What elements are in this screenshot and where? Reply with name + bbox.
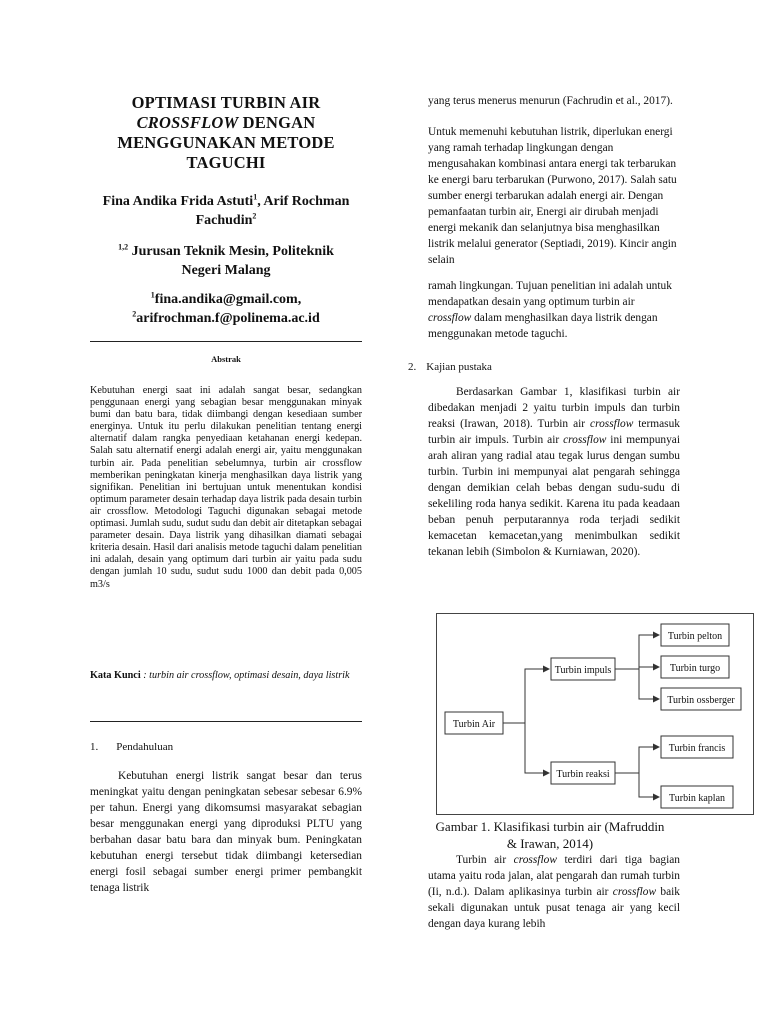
af-part-a: Turbin air	[456, 854, 514, 866]
title-line-4: TAGUCHI	[186, 153, 266, 172]
affiliation-line-2: Negeri Malang	[181, 263, 271, 278]
section-2-number: 2.	[408, 361, 417, 373]
section-1-title: Pendahuluan	[116, 741, 174, 753]
connector-air-impuls	[503, 669, 549, 723]
caption-line-1: Gambar 1. Klasifikasi turbin air (Mafruddin	[435, 819, 665, 834]
node-turbin-impuls-label: Turbin impuls	[554, 665, 612, 676]
af-crossflow-1: crossflow	[513, 854, 557, 866]
email-2-sup: 2	[132, 309, 137, 319]
connector-reaksi-francis	[615, 747, 659, 773]
abstract-top-rule	[90, 341, 362, 342]
section-1-number: 1.	[90, 741, 99, 753]
node-turbin-kaplan-label: Turbin kaplan	[668, 793, 726, 804]
title-line-1: OPTIMASI TURBIN AIR	[131, 93, 321, 112]
node-turbin-pelton-label: Turbin pelton	[667, 631, 723, 642]
author-line-2	[90, 211, 362, 230]
email-1-line	[90, 290, 362, 309]
keywords	[90, 668, 362, 683]
s2-part-c: ini mempunyai arah aliran yang radial atau tegak lurus dengan sumbu turbin. Turbin ini mempunyai alat pengarah sehingga dengan demikian celah bebas dengan sudu-sudu di sekeliling roda hanya sedikit. Karena itu pada keadaan beban penuh perputarannya roda terjadi sedikit kemacetan kemacetan,yang menimbulkan sedikit tekanan lebih (Simbolon & Kurniawan, 2020).	[428, 434, 681, 558]
section-2-title: Kajian pustaka	[426, 361, 492, 373]
s2-part-b: termasuk turbin air impuls. Turbin air	[428, 418, 680, 446]
author-line-1	[90, 192, 362, 211]
author-2-sup: 2	[252, 211, 257, 221]
caption-line-2: & Irawan, 2014)	[506, 836, 594, 851]
p3-crossflow: crossflow	[428, 312, 472, 324]
email-2-line	[90, 309, 362, 328]
right-paragraph-3	[428, 278, 680, 342]
connector-impuls-ossberger	[639, 669, 659, 699]
affiliation-line-1	[90, 242, 362, 261]
classification-diagram-svg	[437, 614, 753, 814]
connector-impuls-turgo	[639, 667, 659, 669]
affiliation-sup: 1,2	[118, 242, 129, 252]
p3-part-a: ramah lingkungan. Tujuan penelitian ini adalah untuk mendapatkan desain yang optimum turbin air	[428, 280, 672, 308]
affiliation-text-1: Jurusan Teknik Mesin, Politeknik	[128, 244, 334, 259]
figure-1-diagram	[436, 613, 754, 815]
af-part-c: baik sekali digunakan untuk pusat tenaga air yang kecil dengan daya kurang lebih	[428, 886, 680, 930]
author-1-name: Fina Andika Frida Astuti	[102, 194, 254, 209]
section-1-heading	[90, 741, 362, 753]
af-crossflow-2: crossflow	[612, 886, 657, 898]
section-2-heading	[408, 361, 680, 373]
keywords-label: Kata Kunci	[90, 670, 141, 681]
title-line-2-rest: DENGAN	[238, 113, 316, 132]
keywords-text: : turbin air crossflow, optimasi desain, daya listrik	[140, 670, 350, 681]
after-figure-paragraph	[428, 852, 680, 932]
s2-part-a: Berdasarkan Gambar 1, klasifikasi turbin air dibedakan menjadi 2 yaitu turbin impuls dan turbin reaksi (Irawan, 2018). Turbin air	[428, 386, 680, 430]
intro-paragraph: Kebutuhan energi listrik sangat besar dan terus meningkat yaitu dengan peningkatan sebesar sebesar 6.9% per tahun. Energi yang dikomsumsi masyarakat sebagian besar menggunakan energi yang diproduksi PLTU yang berbahan dasar batu bara dan minyak bum. Peningkatan kebutuhan energi tersebut tidak diimbangi ketersedian energi fosil sebagai sumber energi primer pembangkit tenaga listrik	[90, 770, 362, 894]
section-2-paragraph	[428, 384, 680, 560]
right-paragraph-2: Untuk memenuhi kebutuhan listrik, diperlukan energi yang ramah terhadap lingkungan dengan mengusahakan kombinasi antara energi tak terbarukan ke energi baru terbarukan (Purwono, 2017). Salah satu sumber energi terbarukan adalah energi air. Dengan pemanfaatan turbin air, Energi air dirubah menjadi energi mekanik dan selanjutnya bisa menghasilkan listrik melalui generator (Septiadi, 2019). Kincir angin selain	[428, 126, 677, 266]
s2-crossflow-1: crossflow	[590, 418, 634, 430]
title-line-2	[90, 113, 362, 133]
title-line-3: MENGGUNAKAN METODE	[117, 133, 335, 152]
s2-crossflow-2: crossflow	[563, 434, 607, 446]
email-1: fina.andika@gmail.com,	[154, 292, 302, 307]
author-list	[90, 192, 362, 230]
author-2-name-cont: Fachudin	[195, 213, 253, 228]
connector-reaksi-kaplan	[639, 773, 659, 797]
node-turbin-turgo-label: Turbin turgo	[669, 663, 721, 674]
p3-part-b: dalam menghasilkan daya listrik dengan menggunakan metode taguchi.	[428, 312, 658, 340]
title-crossflow: CROSSFLOW	[136, 113, 239, 132]
figure-1-caption	[420, 818, 680, 852]
paper-title	[90, 93, 362, 173]
right-top-continuation: yang terus menerus menurun (Fachrudin et al., 2017).	[428, 95, 673, 107]
author-1-sup: 1	[253, 192, 258, 202]
af-part-b: terdiri dari tiga bagian utama yaitu roda jalan, alat pengarah dan rumah turbin (Ii, n.d.). Dalam aplikasinya turbin air	[428, 854, 681, 898]
node-turbin-francis-label: Turbin francis	[668, 743, 726, 754]
abstract-bottom-rule	[90, 721, 362, 722]
abstract-body: Kebutuhan energi saat ini adalah sangat besar, sedangkan penggunaan energi yang sebagian besar menggunakan minyak bumi dan batu bara, tidak diimbangi dengan kesediaan sumber energinya. Untuk itu perlu dilakukan penelitian tentang energi alternatif dalam rangka penyediaan ketahanan energi kedepan. Salah satu alternatif energi adalah energi air, yaitu menggunakan turbin air. Pada penelitian sebelumnya, turbin air crossflow memberikan peningkatan kinerja menghasilkan daya listrik yang signifikan. Penelitian ini bertujuan untuk menentukan kondisi optimum parameter desain terhadap daya listrik pada desain turbin air crossflow. Metodologi Taguchi digunakan sebagai metode optimasi. Jumlah sudu, sudut sudu dan debit air ditetapkan sebagai parameter desain. Daya listrik yang dihasilkan diamati sebagai kriteria desain. Hasil dari analisis metode taguchi dalam penelitian ini adalah, desain yang optimum dari turbin air yaitu pada sudu dengan jumlah 10 sudu, sudut sudu 1000 dan debit pada 0,005 m3/s	[90, 385, 362, 590]
email-2: arifrochman.f@polinema.ac.id	[136, 311, 320, 326]
emails	[90, 290, 362, 328]
node-turbin-reaksi-label: Turbin reaksi	[556, 769, 610, 780]
node-turbin-air-label: Turbin Air	[452, 719, 496, 730]
email-1-sup: 1	[150, 290, 155, 300]
node-turbin-ossberger-label: Turbin ossberger	[667, 695, 735, 706]
connector-impuls-pelton	[615, 635, 659, 669]
connector-air-reaksi	[525, 723, 549, 773]
author-2-name: , Arif Rochman	[257, 194, 350, 209]
abstract-heading: Abstrak	[211, 354, 241, 364]
affiliation	[90, 242, 362, 280]
